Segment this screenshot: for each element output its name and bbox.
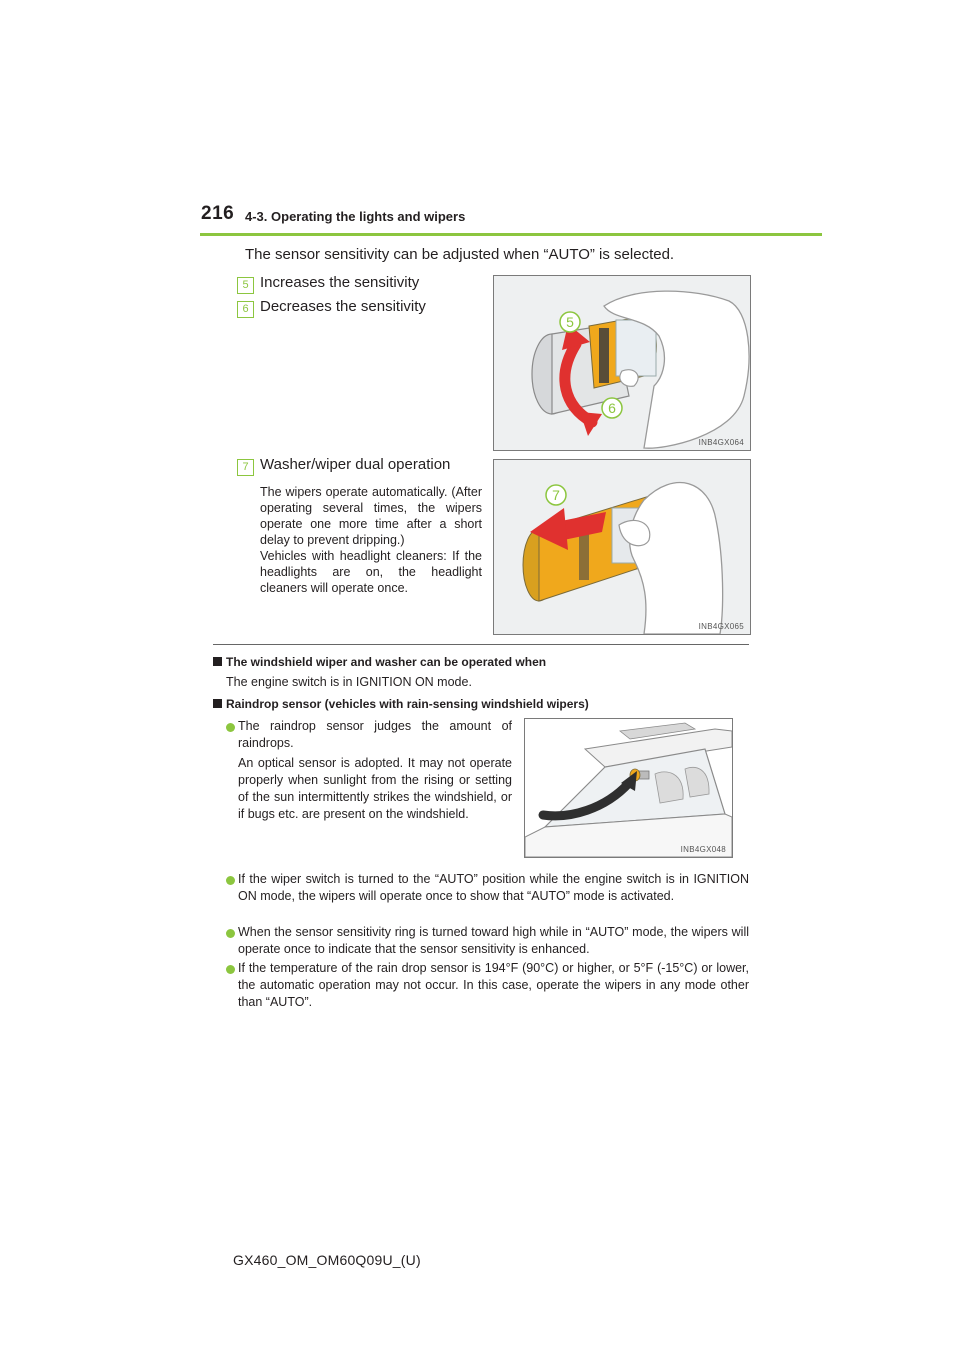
figure-2-code: INB4GX065 xyxy=(698,622,744,631)
bullet-dot-icon xyxy=(226,965,235,974)
header-rule xyxy=(200,233,822,236)
bullet-dot-icon xyxy=(226,723,235,732)
figure-1-code: INB4GX064 xyxy=(698,438,744,447)
page-number: 216 xyxy=(201,203,235,224)
bullet-2: If the wiper switch is turned to the “AUTO” position while the engine switch is in IGNITION ON mode, the wipers will operate once to show that “AUTO” mode is activated. xyxy=(238,872,749,903)
section-separator xyxy=(213,644,749,645)
intro-text: The sensor sensitivity can be adjusted when “AUTO” is selected. xyxy=(245,246,675,263)
bullet-4: If the temperature of the rain drop sensor is 194°F (90°C) or higher, or 5°F (-15°C) or lower, the automatic operation may not occur. In this case, operate the wipers in any mode other than “AUTO”. xyxy=(238,961,749,1009)
item-7-number: 7 xyxy=(237,459,254,476)
figure-sensitivity-ring xyxy=(493,275,751,451)
raindrop-sensor-illustration xyxy=(525,719,732,857)
note-windshield-text: The engine switch is in IGNITION ON mode. xyxy=(226,675,472,689)
figure-washer-wiper xyxy=(493,459,751,635)
item-7-label: Washer/wiper dual operation xyxy=(260,456,451,473)
note-raindrop-heading xyxy=(213,697,589,711)
raindrop-bullet-1-line-1: The raindrop sensor judges the amount of raindrops. xyxy=(238,719,512,750)
bullet-3: When the sensor sensitivity ring is turned toward high while in “AUTO” mode, the wipers will operate once to indicate that the sensor sensitivity is enhanced. xyxy=(238,925,749,956)
item-7-desc-paragraph-2: Vehicles with headlight cleaners: If the headlights are on, the headlight cleaners will operate once. xyxy=(260,549,482,595)
item-7-description xyxy=(260,484,482,596)
square-bullet-icon xyxy=(213,657,222,666)
raindrop-bullet-1 xyxy=(238,718,512,823)
note-windshield-heading xyxy=(213,655,546,669)
washer-wiper-illustration xyxy=(494,460,750,634)
square-bullet-icon xyxy=(213,699,222,708)
item-6-number: 6 xyxy=(237,301,254,318)
section-title: 4-3. Operating the lights and wipers xyxy=(245,209,466,224)
item-7-desc-paragraph-1: The wipers operate automatically. (After operating several times, the wipers operate one more time after a short delay to prevent dripping.) xyxy=(260,485,482,547)
sensitivity-ring-illustration xyxy=(494,276,750,450)
item-5-number: 5 xyxy=(237,277,254,294)
raindrop-bullet-1-line-2: An optical sensor is adopted. It may not operate properly when sunlight from the rising or setting of the sun intermittently strikes the windshield, or if bugs etc. are present on the windshield. xyxy=(238,756,512,821)
note-raindrop-heading-text: Raindrop sensor (vehicles with rain-sensing windshield wipers) xyxy=(226,697,589,711)
callout-5: 5 xyxy=(566,314,574,330)
item-6-label: Decreases the sensitivity xyxy=(260,298,426,315)
bullet-dot-icon xyxy=(226,876,235,885)
item-5-label: Increases the sensitivity xyxy=(260,274,420,291)
note-windshield-heading-text: The windshield wiper and washer can be operated when xyxy=(226,655,547,669)
callout-6: 6 xyxy=(608,400,616,416)
figure-3-code: INB4GX048 xyxy=(680,845,726,854)
figure-raindrop-sensor xyxy=(524,718,733,858)
callout-7: 7 xyxy=(552,487,560,503)
bullet-dot-icon xyxy=(226,929,235,938)
footer-doc-code: GX460_OM_OM60Q09U_(U) xyxy=(233,1252,421,1268)
